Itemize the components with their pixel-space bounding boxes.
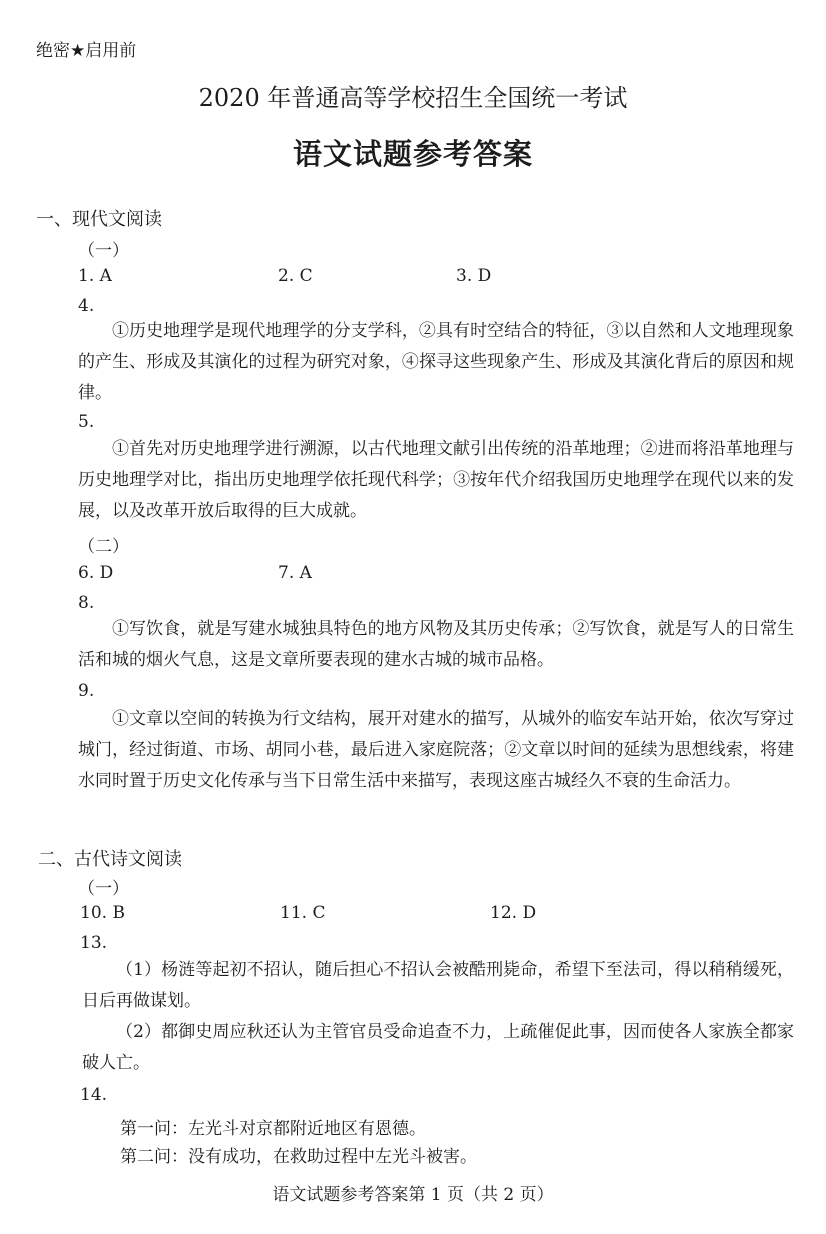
answer-q13-part2: （2）都御史周应秋还认为主管官员受命追查不力，上疏催促此事，因而使各人家族全都家破人亡。 — [82, 1022, 794, 1073]
answer-q6: 6. D — [78, 563, 114, 583]
answer-q1: 1. A — [78, 266, 112, 286]
answer-q2: 2. C — [278, 266, 313, 286]
answer-q14-part1: 第一问：左光斗对京都附近地区有恩德。 — [120, 1119, 426, 1139]
answer-q3: 3. D — [456, 266, 492, 286]
answer-q4: ①历史地理学是现代地理学的分支学科，②具有时空结合的特征，③以自然和人文地理现象的产生、形成及其演化的过程为研究对象，④探寻这些现象产生、形成及其演化背后的原因和规律。 — [78, 321, 794, 403]
answer-q10: 10. B — [80, 903, 125, 923]
section-heading-classical-reading: 二、古代诗文阅读 — [38, 849, 182, 870]
exam-title: 2020 年普通高等学校招生全国统一考试 — [198, 84, 628, 112]
question-number: 4. — [78, 296, 95, 316]
answer-q5: ①首先对历史地理学进行溯源，以古代地理文献引出传统的沿革地理；②进而将沿革地理与历史地理学对比，指出历史地理学依托现代科学；③按年代介绍我国历史地理学在现代以来的发展，以及改革开放后取得的巨大成就。 — [78, 439, 794, 521]
question-number: 14. — [80, 1085, 108, 1105]
question-number: 13. — [80, 933, 108, 953]
page-footer: 语文试题参考答案第 1 页（共 2 页） — [272, 1185, 554, 1205]
answer-q14-part2: 第二问：没有成功，在救助过程中左光斗被害。 — [120, 1147, 477, 1167]
part-label: （一） — [78, 879, 129, 899]
question-number: 8. — [78, 593, 95, 613]
question-number: 9. — [78, 681, 95, 701]
answer-q7: 7. A — [278, 563, 312, 583]
section-heading-modern-reading: 一、现代文阅读 — [36, 209, 162, 230]
answer-q11: 11. C — [280, 903, 326, 923]
answer-q12: 12. D — [490, 903, 537, 923]
answer-q8: ①写饮食，就是写建水城独具特色的地方风物及其历史传承；②写饮食，就是写人的日常生活和城的烟火气息，这是文章所要表现的建水古城的城市品格。 — [78, 619, 794, 670]
part-label: （二） — [78, 537, 129, 557]
question-number: 5. — [78, 412, 95, 432]
document-title: 语文试题参考答案 — [292, 137, 533, 171]
answer-q13-part1: （1）杨涟等起初不招认，随后担心不招认会被酷刑毙命，希望下至法司，得以稍稍缓死，日后再做谋划。 — [82, 960, 794, 1011]
answer-q9: ①文章以空间的转换为行文结构，展开对建水的描写，从城外的临安车站开始，依次写穿过城门，经过街道、市场、胡同小巷，最后进入家庭院落；②文章以时间的延续为思想线索，将建水同时置于历史文化传承与当下日常生活中来描写，表现这座古城经久不衰的生命活力。 — [78, 709, 794, 791]
part-label: （一） — [78, 241, 129, 261]
confidential-label: 绝密★启用前 — [36, 41, 137, 61]
